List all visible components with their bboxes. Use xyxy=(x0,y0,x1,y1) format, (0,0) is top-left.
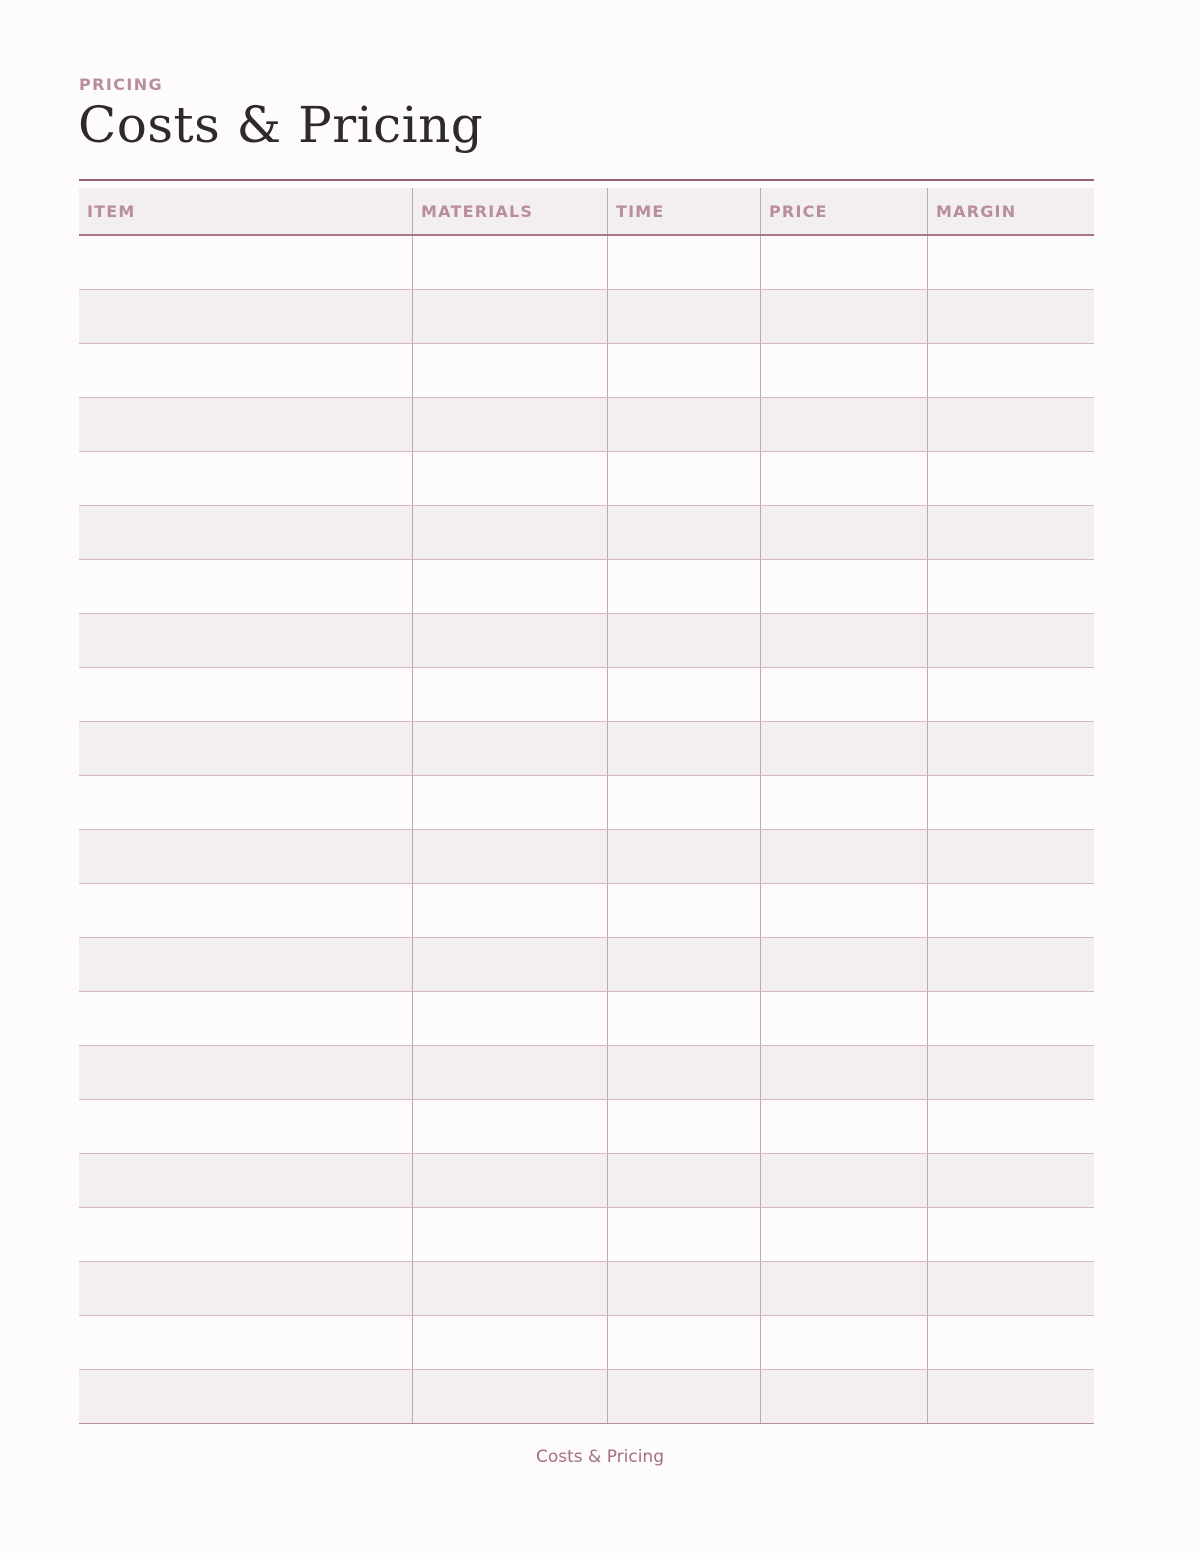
cell-item[interactable] xyxy=(79,776,412,829)
cell-materials[interactable] xyxy=(412,830,607,883)
cell-price[interactable] xyxy=(760,614,927,667)
table-row xyxy=(79,830,1094,884)
cell-time[interactable] xyxy=(607,452,760,505)
cell-margin[interactable] xyxy=(927,344,1094,397)
cell-margin[interactable] xyxy=(927,884,1094,937)
cell-margin[interactable] xyxy=(927,560,1094,613)
section-eyebrow: PRICING xyxy=(79,75,164,94)
cell-time[interactable] xyxy=(607,506,760,559)
cell-materials[interactable] xyxy=(412,1208,607,1261)
cell-margin[interactable] xyxy=(927,776,1094,829)
cell-price[interactable] xyxy=(760,1316,927,1369)
column-header-margin: MARGIN xyxy=(927,188,1094,234)
cell-margin[interactable] xyxy=(927,830,1094,883)
cell-price[interactable] xyxy=(760,830,927,883)
table-row xyxy=(79,1154,1094,1208)
cell-margin[interactable] xyxy=(927,236,1094,289)
table-row xyxy=(79,1046,1094,1100)
cell-materials[interactable] xyxy=(412,938,607,991)
table-row xyxy=(79,1370,1094,1424)
column-header-materials: MATERIALS xyxy=(412,188,607,234)
cell-margin[interactable] xyxy=(927,938,1094,991)
cell-item[interactable] xyxy=(79,344,412,397)
cell-materials[interactable] xyxy=(412,614,607,667)
cell-item[interactable] xyxy=(79,506,412,559)
table-row xyxy=(79,1100,1094,1154)
table-header-row xyxy=(79,188,1094,236)
table-row xyxy=(79,236,1094,290)
cell-price[interactable] xyxy=(760,506,927,559)
cell-item[interactable] xyxy=(79,1316,412,1369)
table-row xyxy=(79,938,1094,992)
cell-time[interactable] xyxy=(607,236,760,289)
cell-item[interactable] xyxy=(79,1154,412,1207)
table-row xyxy=(79,398,1094,452)
table-row xyxy=(79,452,1094,506)
cell-item[interactable] xyxy=(79,290,412,343)
cell-item[interactable] xyxy=(79,236,412,289)
table-row xyxy=(79,506,1094,560)
cell-materials[interactable] xyxy=(412,1046,607,1099)
cell-materials[interactable] xyxy=(412,290,607,343)
table-row xyxy=(79,776,1094,830)
cell-materials[interactable] xyxy=(412,776,607,829)
cell-price[interactable] xyxy=(760,1262,927,1315)
cell-item[interactable] xyxy=(79,560,412,613)
cell-materials[interactable] xyxy=(412,1100,607,1153)
cell-item[interactable] xyxy=(79,398,412,451)
table-body xyxy=(79,236,1094,1424)
table-row xyxy=(79,722,1094,776)
cell-time[interactable] xyxy=(607,1316,760,1369)
cell-margin[interactable] xyxy=(927,290,1094,343)
table-row xyxy=(79,560,1094,614)
cell-margin[interactable] xyxy=(927,1262,1094,1315)
cell-margin[interactable] xyxy=(927,1046,1094,1099)
cell-materials[interactable] xyxy=(412,668,607,721)
cell-price[interactable] xyxy=(760,1154,927,1207)
cell-price[interactable] xyxy=(760,1370,927,1423)
cell-materials[interactable] xyxy=(412,1262,607,1315)
cell-margin[interactable] xyxy=(927,1316,1094,1369)
cell-price[interactable] xyxy=(760,344,927,397)
pricing-table xyxy=(79,188,1094,1424)
cell-time[interactable] xyxy=(607,722,760,775)
cell-item[interactable] xyxy=(79,1370,412,1423)
cell-price[interactable] xyxy=(760,236,927,289)
table-row xyxy=(79,1262,1094,1316)
cell-item[interactable] xyxy=(79,938,412,991)
cell-item[interactable] xyxy=(79,1100,412,1153)
cell-price[interactable] xyxy=(760,1100,927,1153)
cell-materials[interactable] xyxy=(412,236,607,289)
cell-item[interactable] xyxy=(79,614,412,667)
cell-time[interactable] xyxy=(607,1208,760,1261)
cell-item[interactable] xyxy=(79,452,412,505)
cell-item[interactable] xyxy=(79,722,412,775)
cell-time[interactable] xyxy=(607,560,760,613)
cell-price[interactable] xyxy=(760,722,927,775)
cell-price[interactable] xyxy=(760,560,927,613)
cell-materials[interactable] xyxy=(412,452,607,505)
cell-price[interactable] xyxy=(760,938,927,991)
cell-margin[interactable] xyxy=(927,1154,1094,1207)
column-header-item: ITEM xyxy=(87,201,136,221)
cell-time[interactable] xyxy=(607,344,760,397)
page-footer: Costs & Pricing xyxy=(535,1447,664,1467)
cell-time[interactable] xyxy=(607,776,760,829)
cell-price[interactable] xyxy=(760,290,927,343)
table-row xyxy=(79,884,1094,938)
cell-price[interactable] xyxy=(760,668,927,721)
cell-materials[interactable] xyxy=(412,1370,607,1423)
cell-price[interactable] xyxy=(760,452,927,505)
cell-item[interactable] xyxy=(79,830,412,883)
cell-price[interactable] xyxy=(760,992,927,1045)
cell-time[interactable] xyxy=(607,614,760,667)
cell-materials[interactable] xyxy=(412,398,607,451)
page-title: Costs & Pricing xyxy=(78,96,484,154)
cell-margin[interactable] xyxy=(927,1100,1094,1153)
title-divider xyxy=(79,179,1094,181)
cell-time[interactable] xyxy=(607,1262,760,1315)
table-row xyxy=(79,290,1094,344)
column-header-time: TIME xyxy=(607,188,760,234)
cell-margin[interactable] xyxy=(927,1370,1094,1423)
cell-price[interactable] xyxy=(760,776,927,829)
cell-time[interactable] xyxy=(607,1370,760,1423)
cell-time[interactable] xyxy=(607,1046,760,1099)
cell-time[interactable] xyxy=(607,398,760,451)
table-row xyxy=(79,1316,1094,1370)
cell-margin[interactable] xyxy=(927,1208,1094,1261)
cell-time[interactable] xyxy=(607,1100,760,1153)
cell-time[interactable] xyxy=(607,668,760,721)
cell-price[interactable] xyxy=(760,884,927,937)
cell-margin[interactable] xyxy=(927,506,1094,559)
cell-time[interactable] xyxy=(607,290,760,343)
cell-item[interactable] xyxy=(79,668,412,721)
cell-time[interactable] xyxy=(607,884,760,937)
cell-time[interactable] xyxy=(607,938,760,991)
cell-time[interactable] xyxy=(607,830,760,883)
cell-item[interactable] xyxy=(79,1262,412,1315)
table-row xyxy=(79,992,1094,1046)
cell-materials[interactable] xyxy=(412,722,607,775)
cell-time[interactable] xyxy=(607,992,760,1045)
table-row xyxy=(79,1208,1094,1262)
cell-margin[interactable] xyxy=(927,668,1094,721)
cell-materials[interactable] xyxy=(412,884,607,937)
cell-price[interactable] xyxy=(760,1208,927,1261)
cell-materials[interactable] xyxy=(412,992,607,1045)
cell-item[interactable] xyxy=(79,1208,412,1261)
cell-margin[interactable] xyxy=(927,992,1094,1045)
table-row xyxy=(79,668,1094,722)
cell-item[interactable] xyxy=(79,884,412,937)
cell-margin[interactable] xyxy=(927,398,1094,451)
cell-item[interactable] xyxy=(79,992,412,1045)
table-row xyxy=(79,614,1094,668)
cell-margin[interactable] xyxy=(927,452,1094,505)
column-header-price: PRICE xyxy=(760,188,927,234)
cell-price[interactable] xyxy=(760,398,927,451)
cell-item[interactable] xyxy=(79,1046,412,1099)
cell-price[interactable] xyxy=(760,1046,927,1099)
cell-margin[interactable] xyxy=(927,614,1094,667)
cell-materials[interactable] xyxy=(412,506,607,559)
table-row xyxy=(79,344,1094,398)
cell-materials[interactable] xyxy=(412,560,607,613)
cell-materials[interactable] xyxy=(412,1154,607,1207)
cell-margin[interactable] xyxy=(927,722,1094,775)
cell-materials[interactable] xyxy=(412,344,607,397)
cell-materials[interactable] xyxy=(412,1316,607,1369)
cell-time[interactable] xyxy=(607,1154,760,1207)
